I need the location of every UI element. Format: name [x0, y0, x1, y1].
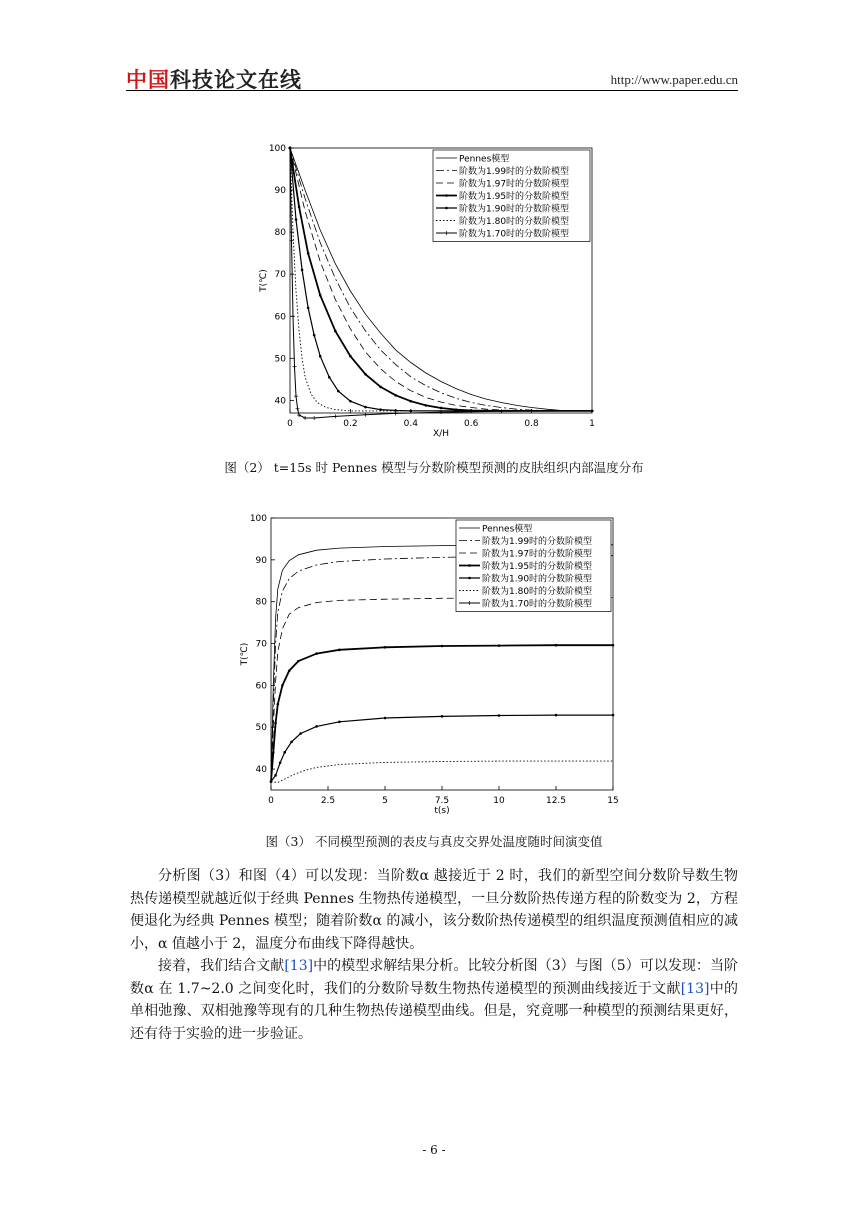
- fig3-series-point: [274, 722, 277, 725]
- paragraph-2: [130, 955, 738, 1045]
- fig3-series-point: [612, 644, 615, 647]
- fig2-legend-entry: 阶数为1.70时的分数阶模型: [459, 229, 570, 240]
- fig3-x-tick-label: 12.5: [545, 796, 567, 806]
- body-text: [130, 865, 738, 1045]
- fig3-series-point: [290, 741, 293, 744]
- figure3-caption: 图（3） 不同模型预测的表皮与真皮交界处温度随时间演变值: [265, 834, 603, 849]
- fig3-legend-marker: [468, 564, 471, 567]
- paragraph-2-text-b: 中的模型求解结果分析。比较分析图（3）与图（5）可以发现：当阶数α 在 1.7~2.0 之间变化时，我们的分数阶导数生物热传递模型的预测曲线接近于文献: [130, 958, 738, 997]
- fig3-legend-entry: 阶数为1.99时的分数阶模型: [482, 536, 593, 547]
- fig3-x-tick-label: 7.5: [434, 796, 450, 806]
- fig2-x-tick-label: 1: [589, 419, 595, 429]
- fig3-series-point: [498, 644, 501, 647]
- fig3-series-point: [555, 714, 558, 717]
- fig3-x-tick-label: 0: [268, 796, 274, 806]
- fig3-legend-entry: 阶数为1.70时的分数阶模型: [482, 599, 593, 610]
- fig3-x-tick-label: 5: [382, 796, 388, 806]
- fig3-legend-entry: Pennes模型: [482, 524, 533, 535]
- fig3-legend-entry: 阶数为1.90时的分数阶模型: [482, 574, 593, 585]
- fig3-legend-entry: 阶数为1.97时的分数阶模型: [482, 549, 593, 560]
- page-number: - 6 -: [422, 1143, 446, 1157]
- fig3-series-point: [612, 714, 615, 717]
- fig3-y-tick-label: 60: [255, 681, 267, 692]
- fig2-legend-entry: 阶数为1.99时的分数阶模型: [459, 166, 570, 177]
- fig2-legend-entry: 阶数为1.97时的分数阶模型: [459, 179, 570, 190]
- fig3-series-point: [555, 644, 558, 647]
- fig3-x-tick-label: 10: [493, 796, 505, 806]
- fig3-series-point: [299, 732, 302, 735]
- fig3-x-axis-label: t(s): [434, 806, 450, 816]
- fig2-y-tick-label: 60: [274, 312, 286, 323]
- fig3-series-point: [277, 703, 280, 706]
- fig2-legend-entry: 阶数为1.90时的分数阶模型: [459, 204, 570, 215]
- fig3-series-point: [272, 751, 275, 754]
- fig3-series-point: [338, 649, 341, 652]
- header-url[interactable]: http://www.paper.edu.cn: [610, 72, 738, 87]
- figure2-caption: 图（2） t=15s 时 Pennes 模型与分数阶模型预测的皮肤组织内部温度分布: [224, 460, 644, 475]
- paragraph-1: 分析图（3）和图（4）可以发现：当阶数α 越接近于 2 时，我们的新型空间分数阶导数生物热传递模型就越近似于经典 Pennes 生物热传递模型，一旦分数阶热传递方程的阶数变为 2，方程便退化为经典 Pennes 模型；随着阶数α 的减小，该分数阶热传递模型的组织温度预测值相应的减小，α 值越小于 2，温度分布曲线下降得越快。: [130, 868, 738, 952]
- fig3-legend-entry: 阶数为1.80时的分数阶模型: [482, 586, 593, 597]
- fig2-y-tick-label: 80: [274, 228, 286, 239]
- fig3-series-point: [297, 660, 300, 663]
- fig2-legend-entry: 阶数为1.95时的分数阶模型: [459, 191, 570, 202]
- fig2-x-axis-label: X/H: [433, 429, 449, 439]
- fig2-x-tick-label: 0.4: [403, 419, 418, 429]
- fig3-series-point: [338, 720, 341, 723]
- fig2-y-axis-label: T(℃): [259, 269, 269, 292]
- fig2-y-tick-label: 100: [268, 144, 286, 154]
- fig2-x-tick-label: 0.8: [524, 419, 539, 429]
- citation-link-13b[interactable]: [13]: [680, 980, 710, 997]
- fig3-y-tick-label: 90: [255, 555, 267, 566]
- fig2-y-tick-label: 50: [274, 354, 286, 365]
- fig3-series-point: [384, 717, 387, 720]
- fig3-y-tick-label: 40: [255, 765, 267, 776]
- paragraph-2-text-c: 中的单相弛豫、双相弛豫等现有的几种生物热传递模型曲线。但是，究竟哪一种模型的预测结果更好，还有待于实验的进一步验证。: [130, 980, 739, 1042]
- fig3-y-tick-label: 50: [255, 723, 267, 734]
- fig3-y-tick-label: 100: [249, 514, 267, 524]
- fig2-legend-entry: Pennes模型: [459, 154, 510, 165]
- fig3-series-point: [281, 684, 284, 687]
- fig3-series-point: [283, 751, 286, 754]
- logo-black-text: 科技论文在线: [170, 68, 302, 92]
- fig3-series-point: [279, 762, 282, 765]
- logo-red-text: 中国: [126, 68, 170, 92]
- citation-link-13[interactable]: [13]: [284, 958, 314, 974]
- fig2-y-tick-label: 90: [274, 186, 286, 197]
- fig3-legend-entry: 阶数为1.95时的分数阶模型: [482, 561, 593, 572]
- fig2-x-tick-label: 0: [287, 419, 293, 429]
- fig3-series-line: [271, 598, 613, 782]
- fig3-series-line: [271, 761, 613, 782]
- fig2-legend-entry: 阶数为1.80时的分数阶模型: [459, 216, 570, 227]
- fig3-x-tick-label: 15: [607, 796, 619, 806]
- paragraph-2-text-a: 接着，我们结合文献: [158, 958, 285, 974]
- fig3-series-point: [384, 646, 387, 649]
- fig2-x-tick-label: 0.6: [464, 419, 479, 429]
- fig3-series-point: [315, 725, 318, 728]
- fig2-y-tick-label: 40: [274, 396, 286, 407]
- fig3-series-point: [274, 774, 277, 777]
- fig2-y-tick-label: 70: [274, 270, 286, 281]
- fig3-series-point: [441, 715, 444, 718]
- fig2-x-tick-label: 0.2: [343, 419, 358, 429]
- fig3-series-line: [271, 715, 613, 782]
- fig3-y-axis-label: T(℃): [240, 642, 250, 666]
- fig3-y-tick-label: 70: [255, 639, 267, 650]
- fig3-series-point: [441, 645, 444, 648]
- fig3-legend-marker: [468, 577, 471, 580]
- fig3-y-tick-label: 80: [255, 597, 267, 608]
- fig3-series-point: [288, 669, 291, 672]
- fig3-x-tick-label: 2.5: [320, 796, 336, 806]
- fig3-series-point: [498, 714, 501, 717]
- fig3-series-point: [315, 652, 318, 655]
